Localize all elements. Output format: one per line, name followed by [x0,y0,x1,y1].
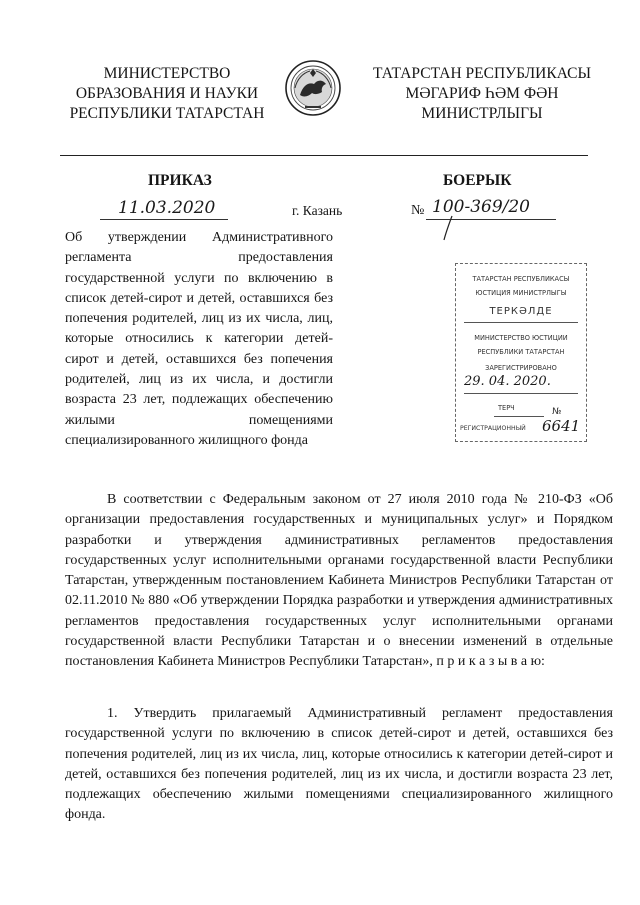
order-number: 100-369/20 [432,197,530,217]
order-date: 11.03.2020 [118,198,216,218]
ministry-name-ru-line: РЕСПУБЛИКИ ТАТАРСТАН [69,105,265,122]
order-title-ru: ПРИКАЗ [148,172,212,189]
stamp-terch: ТЕРЧ [498,404,515,412]
order-subject: Об утверждении Административного регламента предоставления государственной услуги по включению в список детей-сирот и детей, оставшихся без попечения родителей, лиц из их числа, лиц, которые относились к категории детей-сирот и детей, оставшихся без попечения родителей, лиц из их числа, и достигли возраста 23 лет, подлежащих обеспечению жилыми помещениями специализированного жилищного фонда [65,230,333,448]
stamp-line: МИНИСТЕРСТВО ЮСТИЦИИ [474,334,568,342]
order-number-prefix: № [411,203,425,218]
stamp-registered-tt: ТЕРКӘЛДЕ [489,306,553,317]
order-title-tt: БОЕРЫК [443,172,512,189]
stamp-line: ТАТАРСТАН РЕСПУБЛИКАСЫ [472,275,570,283]
ministry-name-ru-line: ОБРАЗОВАНИЯ И НАУКИ [75,85,259,102]
stamp-date: 29. 04. 2020. [464,374,551,389]
ministry-name-tt [355,64,609,124]
ministry-name-ru-line: МИНИСТЕРСТВО [103,65,231,82]
body-paragraph-2: 1. Утвердить прилагаемый Административный регламент предоставления государственной услуги по включению в список детей-сирот и детей, оставшихся без попечения родителей, лиц из их числа, лиц, которые относились к категории детей-сирот и детей, оставшихся без попечения родителей, лиц из их числа, и достигли возраста 23 лет, подлежащих обеспечению жилыми помещениями специализированного жилищного фонда. [65,706,613,823]
stamp-registered-ru: ЗАРЕГИСТРИРОВАНО [485,364,557,372]
stamp-reg-label: РЕГИСТРАЦИОННЫЙ [460,425,526,432]
stamp-terch-line [494,416,544,417]
stamp-line: ЮСТИЦИЯ МИНИСТРЛЫГЫ [475,289,567,297]
ministry-name-ru [55,64,279,124]
date-underline [100,219,228,220]
ministry-name-tt-line: МӘГАРИФ ҺӘМ ФӘН [405,85,559,102]
header-rule [60,155,588,156]
registration-stamp [455,263,587,442]
stamp-no: № [552,407,562,417]
ministry-name-tt-line: МИНИСТРЛЫГЫ [421,105,543,122]
stamp-divider [464,322,578,323]
stamp-line: РЕСПУБЛИКИ ТАТАРСТАН [477,348,565,356]
coat-of-arms-icon [283,55,343,121]
body-paragraph-1: В соответствии с Федеральным законом от 27 июля 2010 года № 210-ФЗ «Об организации предоставления государственных и муниципальных услуг» и Порядком разработки и утверждения административных регламентов предоставления государственных услуг исполнительными органами государственной власти Республики Татарстан, утвержденным постановлением Кабинета Министров Республики Татарстан от 02.11.2010 № 880 «Об утверждении Порядка разработки и утверждения административных регламентов предоставления государственных услуг исполнительными органами государственной власти Республики Татарстан и о внесении изменений в отдельные постановления Кабинета Министров Республики Татарстан», п р и к а з ы в а ю: [65,492,613,670]
ministry-name-tt-line: ТАТАРСТАН РЕСПУБЛИКАСЫ [373,65,591,82]
signature-mark-icon [440,214,460,242]
order-city: г. Казань [292,203,343,218]
stamp-reg-number: 6641 [542,417,581,435]
stamp-date-underline [464,393,578,394]
